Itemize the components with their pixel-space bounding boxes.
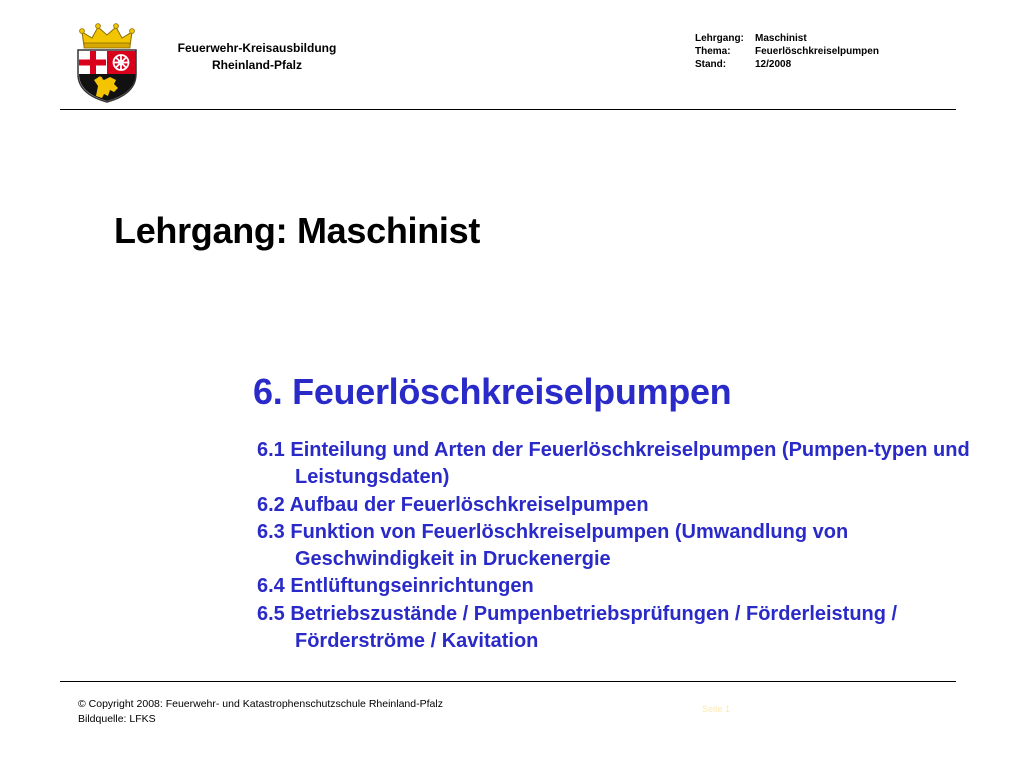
image-source-text: Bildquelle: LFKS xyxy=(78,713,156,725)
wheel-icon xyxy=(114,55,129,70)
toc-item: 6.1 Einteilung und Arten der Feuerlöschkreiselpumpen (Pumpen-typen und Leistungsdaten) xyxy=(257,439,970,489)
toc-item: 6.2 Aufbau der Feuerlöschkreiselpumpen xyxy=(257,493,649,516)
meta-course-row xyxy=(695,32,879,45)
meta-topic-value: Feuerlöschkreiselpumpen xyxy=(755,46,879,57)
toc-item: 6.4 Entlüftungseinrichtungen xyxy=(257,575,534,598)
meta-status-value: 12/2008 xyxy=(755,59,792,70)
meta-course-value: Maschinist xyxy=(755,33,807,44)
chapter-title: 6. Feuerlöschkreiselpumpen xyxy=(253,371,732,412)
organization-line-1: Feuerwehr-Kreisausbildung xyxy=(177,41,337,55)
footer-divider xyxy=(60,681,956,682)
meta-topic-label: Thema: xyxy=(695,46,731,57)
toc-item: 6.5 Betriebszustände / Pumpenbetriebsprüfungen / Förderleistung / Förderströme / Kavitation xyxy=(257,602,898,653)
meta-topic-row xyxy=(695,45,879,58)
page-number: Seite 1 xyxy=(702,704,731,714)
header-divider xyxy=(60,109,956,110)
header-meta xyxy=(695,32,879,71)
course-title: Lehrgang: Maschinist xyxy=(114,210,481,251)
organization-name xyxy=(150,40,364,74)
coat-of-arms-logo xyxy=(74,22,140,104)
crown-icon xyxy=(80,24,135,48)
meta-course-label: Lehrgang: xyxy=(695,33,744,44)
copyright-text: © Copyright 2008: Feuerwehr- und Katastrophenschutzschule Rheinland-Pfalz xyxy=(78,698,443,710)
toc-item: 6.3 Funktion von Feuerlöschkreiselpumpen (Umwandlung von Geschwindigkeit in Druckenergie xyxy=(257,520,849,571)
table-of-contents xyxy=(257,437,1002,655)
footer xyxy=(78,697,443,727)
meta-status-row xyxy=(695,58,879,71)
meta-status-label: Stand: xyxy=(695,59,727,70)
organization-line-2: Rheinland-Pfalz xyxy=(211,58,302,72)
